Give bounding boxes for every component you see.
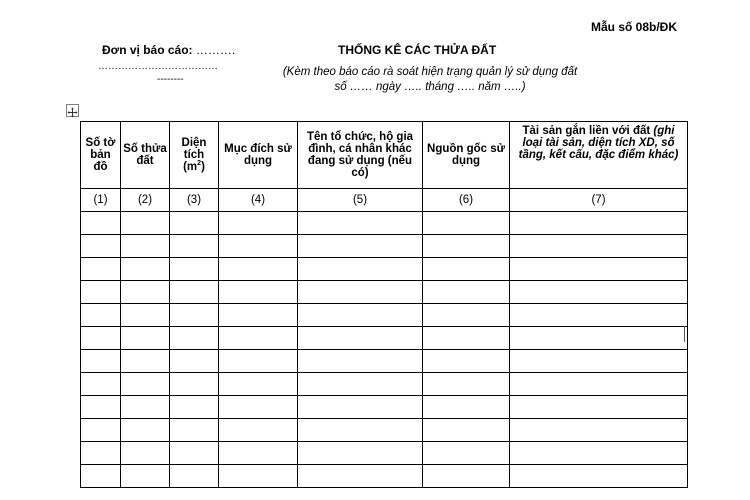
table-cell[interactable] bbox=[423, 235, 510, 258]
table-cell[interactable] bbox=[121, 212, 170, 235]
table-cell[interactable] bbox=[510, 396, 688, 419]
table-cell[interactable] bbox=[219, 350, 298, 373]
table-row bbox=[81, 258, 688, 281]
table-cell[interactable] bbox=[510, 442, 688, 465]
table-cell[interactable] bbox=[423, 442, 510, 465]
column-number: (4) bbox=[219, 189, 298, 212]
table-cell[interactable] bbox=[298, 373, 423, 396]
table-cell[interactable] bbox=[219, 419, 298, 442]
column-number: (6) bbox=[423, 189, 510, 212]
table-cell[interactable] bbox=[510, 258, 688, 281]
table-cell[interactable] bbox=[81, 465, 121, 488]
table-row bbox=[81, 304, 688, 327]
table-cell[interactable] bbox=[423, 350, 510, 373]
form-number: Mẫu số 08b/ĐK bbox=[591, 20, 678, 34]
table-row bbox=[81, 373, 688, 396]
table-cell[interactable] bbox=[510, 419, 688, 442]
text-cursor bbox=[684, 326, 685, 342]
table-cell[interactable] bbox=[81, 396, 121, 419]
table-cell[interactable] bbox=[81, 235, 121, 258]
table-cell[interactable] bbox=[121, 235, 170, 258]
table-cell[interactable] bbox=[170, 442, 219, 465]
column-number: (2) bbox=[121, 189, 170, 212]
table-header-row bbox=[81, 122, 688, 189]
reporting-unit-dots: ………. bbox=[195, 43, 236, 57]
column-number-row bbox=[81, 189, 688, 212]
header-land-use-purpose: Mục đích sử dụng bbox=[219, 122, 298, 189]
land-parcel-table bbox=[80, 121, 688, 488]
table-cell[interactable] bbox=[298, 442, 423, 465]
reporting-unit-label: Đơn vị báo cáo: bbox=[102, 43, 193, 57]
table-cell[interactable] bbox=[170, 350, 219, 373]
table-row bbox=[81, 327, 688, 350]
header-parcel-number: Số thửa đất bbox=[121, 122, 170, 189]
reporting-unit bbox=[102, 43, 235, 57]
column-number: (1) bbox=[81, 189, 121, 212]
table-row bbox=[81, 465, 688, 488]
document-title: THỐNG KÊ CÁC THỬA ĐẤT bbox=[338, 43, 497, 57]
table-cell[interactable] bbox=[423, 419, 510, 442]
table-cell[interactable] bbox=[121, 396, 170, 419]
table-cell[interactable] bbox=[121, 327, 170, 350]
table-cell[interactable] bbox=[219, 281, 298, 304]
header-attached-assets: Tài sản gắn liền với đất (ghi loại tài sản, diện tích XD, số tầng, kết cấu, đặc điểm khác) bbox=[510, 122, 688, 189]
table-row bbox=[81, 235, 688, 258]
table-row bbox=[81, 212, 688, 235]
table-cell[interactable] bbox=[170, 281, 219, 304]
table-cell[interactable] bbox=[423, 396, 510, 419]
table-cell[interactable] bbox=[219, 258, 298, 281]
table-cell[interactable] bbox=[170, 419, 219, 442]
table-cell[interactable] bbox=[81, 373, 121, 396]
document-subtitle: (Kèm theo báo cáo rà soát hiện trạng quản lý sử dụng đất số …… ngày ….. tháng ….. năm …..) bbox=[282, 66, 578, 93]
table-cell[interactable] bbox=[121, 258, 170, 281]
table-row bbox=[81, 281, 688, 304]
table-cell[interactable] bbox=[510, 281, 688, 304]
table-cell[interactable] bbox=[298, 304, 423, 327]
table-cell[interactable] bbox=[170, 373, 219, 396]
table-cell[interactable] bbox=[121, 350, 170, 373]
table-cell[interactable] bbox=[170, 304, 219, 327]
move-arrows-icon bbox=[67, 107, 78, 118]
table-cell[interactable] bbox=[423, 258, 510, 281]
table-cell[interactable] bbox=[510, 373, 688, 396]
table-cell[interactable] bbox=[219, 396, 298, 419]
table-cell[interactable] bbox=[170, 327, 219, 350]
table-cell[interactable] bbox=[298, 327, 423, 350]
table-cell[interactable] bbox=[81, 304, 121, 327]
table-cell[interactable] bbox=[170, 212, 219, 235]
table-cell[interactable] bbox=[298, 396, 423, 419]
table-cell[interactable] bbox=[298, 281, 423, 304]
table-cell[interactable] bbox=[121, 465, 170, 488]
table-cell[interactable] bbox=[219, 327, 298, 350]
table-row bbox=[81, 419, 688, 442]
table-cell[interactable] bbox=[423, 465, 510, 488]
table-cell[interactable] bbox=[510, 304, 688, 327]
table-cell[interactable] bbox=[219, 442, 298, 465]
table-move-handle-icon[interactable] bbox=[66, 104, 79, 117]
table-cell[interactable] bbox=[219, 212, 298, 235]
table-cell[interactable] bbox=[510, 235, 688, 258]
table-cell[interactable] bbox=[510, 350, 688, 373]
table-cell[interactable] bbox=[219, 465, 298, 488]
table-cell[interactable] bbox=[510, 212, 688, 235]
header-area: Diện tích $(m^2)$ bbox=[170, 122, 219, 189]
table-cell[interactable] bbox=[121, 281, 170, 304]
table-cell[interactable] bbox=[170, 396, 219, 419]
table-cell[interactable] bbox=[423, 304, 510, 327]
column-number: (5) bbox=[298, 189, 423, 212]
table-row bbox=[81, 442, 688, 465]
reporting-unit-separator: -------- bbox=[157, 74, 184, 85]
table-cell[interactable] bbox=[81, 212, 121, 235]
table-cell[interactable] bbox=[423, 281, 510, 304]
table-cell[interactable] bbox=[81, 327, 121, 350]
table-cell[interactable] bbox=[298, 235, 423, 258]
table-cell[interactable] bbox=[510, 465, 688, 488]
table-cell[interactable] bbox=[298, 419, 423, 442]
table-cell[interactable] bbox=[298, 212, 423, 235]
table-cell[interactable] bbox=[423, 327, 510, 350]
header-origin: Nguồn gốc sử dụng bbox=[423, 122, 510, 189]
table-cell[interactable] bbox=[81, 258, 121, 281]
table-cell[interactable] bbox=[510, 327, 688, 350]
table-cell[interactable] bbox=[81, 281, 121, 304]
table-cell[interactable] bbox=[121, 373, 170, 396]
table-cell[interactable] bbox=[219, 373, 298, 396]
table-cell[interactable] bbox=[298, 258, 423, 281]
table-cell[interactable] bbox=[170, 465, 219, 488]
table-row bbox=[81, 350, 688, 373]
table-cell[interactable] bbox=[121, 419, 170, 442]
table-cell[interactable] bbox=[423, 212, 510, 235]
table-cell[interactable] bbox=[121, 304, 170, 327]
table-cell[interactable] bbox=[219, 235, 298, 258]
table-cell[interactable] bbox=[298, 465, 423, 488]
table-cell[interactable] bbox=[298, 350, 423, 373]
column-number: (7) bbox=[510, 189, 688, 212]
table-row bbox=[81, 396, 688, 419]
column-number: (3) bbox=[170, 189, 219, 212]
header-user-name: Tên tổ chức, hộ gia đình, cá nhân khác đang sử dụng (nếu có) bbox=[298, 122, 423, 189]
reporting-unit-dotted-line: ……………………………… bbox=[98, 61, 218, 72]
table-cell[interactable] bbox=[81, 442, 121, 465]
table-cell[interactable] bbox=[81, 350, 121, 373]
table-cell[interactable] bbox=[170, 258, 219, 281]
table-cell[interactable] bbox=[121, 442, 170, 465]
table-cell[interactable] bbox=[170, 235, 219, 258]
table-cell[interactable] bbox=[219, 304, 298, 327]
table-cell[interactable] bbox=[423, 373, 510, 396]
table-cell[interactable] bbox=[81, 419, 121, 442]
header-map-sheet: Số tờ bản đồ bbox=[81, 122, 121, 189]
